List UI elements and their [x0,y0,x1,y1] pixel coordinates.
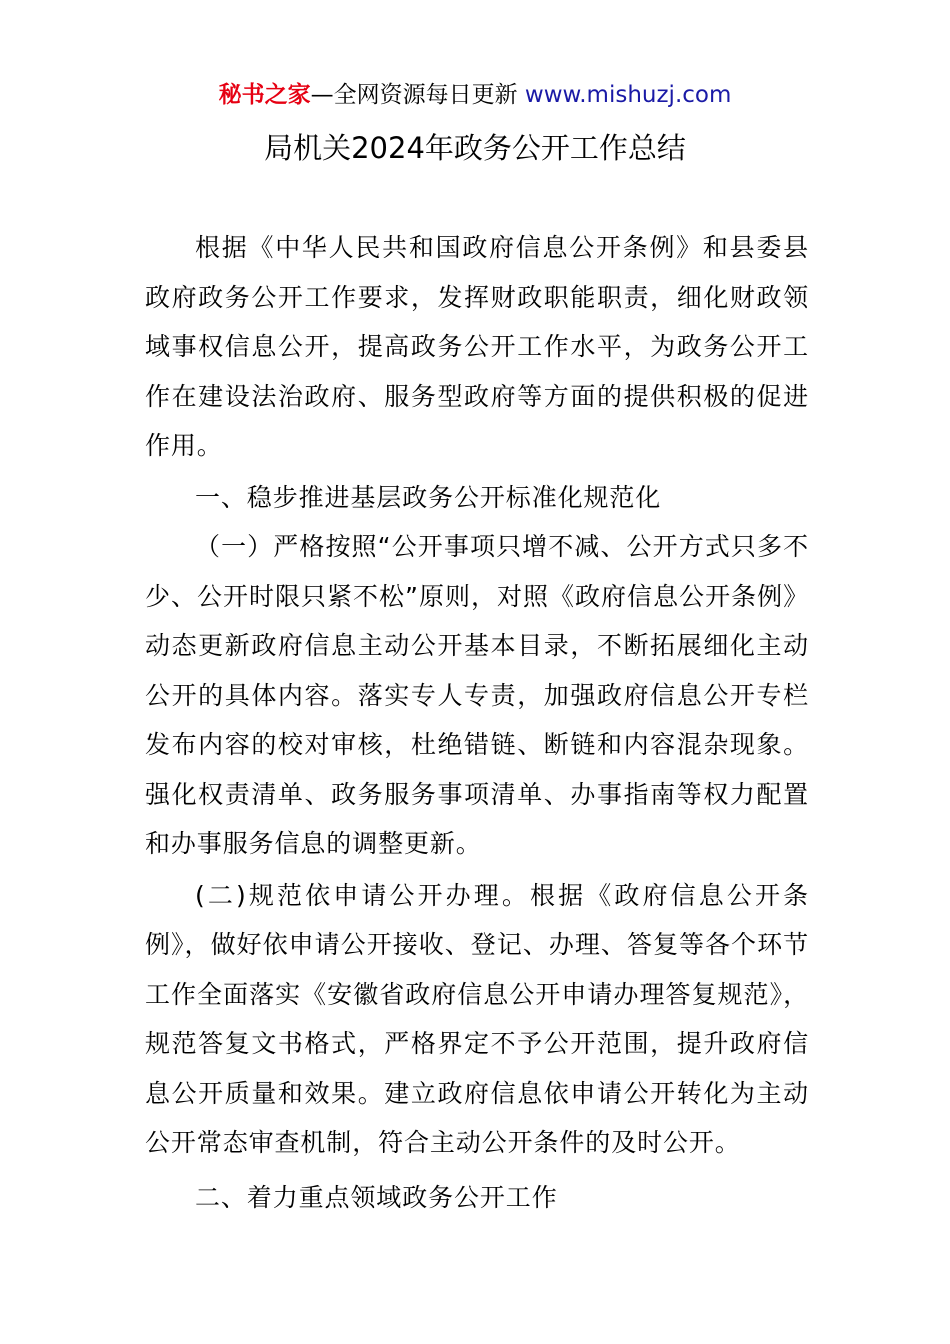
section-1-item-1: （一）严格按照“公开事项只增不减、公开方式只多不少、公开时限只紧不松”原则，对照《政府信息公开条例》动态更新政府信息主动公开基本目录，不断拓展细化主动公开的具体内容。落实专人专责，加强政府信息公开专栏发布内容的校对审核，杜绝错链、断链和内容混杂现象。强化权责清单、政务服务事项清单、办事指南等权力配置和办事服务信息的调整更新。 [145,532,809,858]
document-body [145,223,809,1222]
section-1-heading: 一、稳步推进基层政务公开标准化规范化 [195,482,662,512]
watermark-header [0,78,950,112]
site-url-link[interactable]: www.mishuzj.com [524,82,732,108]
section-1-item-2: (二)规范依申请公开办理。根据《政府信息公开条例》，做好依申请公开接收、登记、办理、答复等各个环节工作全面落实《安徽省政府信息公开申请办理答复规范》，规范答复文书格式，严格界定不予公开范围，提升政府信息公开质量和效果。建立政府信息依申请公开转化为主动公开常态审查机制，符合主动公开条件的及时公开。 [145,880,809,1157]
intro-paragraph: 根据《中华人民共和国政府信息公开条例》和县委县政府政务公开工作要求，发挥财政职能职责，细化财政领域事权信息公开，提高政务公开工作水平，为政务公开工作在建设法治政府、服务型政府等方面的提供积极的促进作用。 [145,233,809,460]
brand-name: 秘书之家 [218,82,311,108]
header-tagline: —全网资源每日更新 [310,82,518,108]
section-2-heading: 二、着力重点领域政务公开工作 [195,1182,558,1212]
document-title: 局机关2024年政务公开工作总结 [264,131,686,165]
